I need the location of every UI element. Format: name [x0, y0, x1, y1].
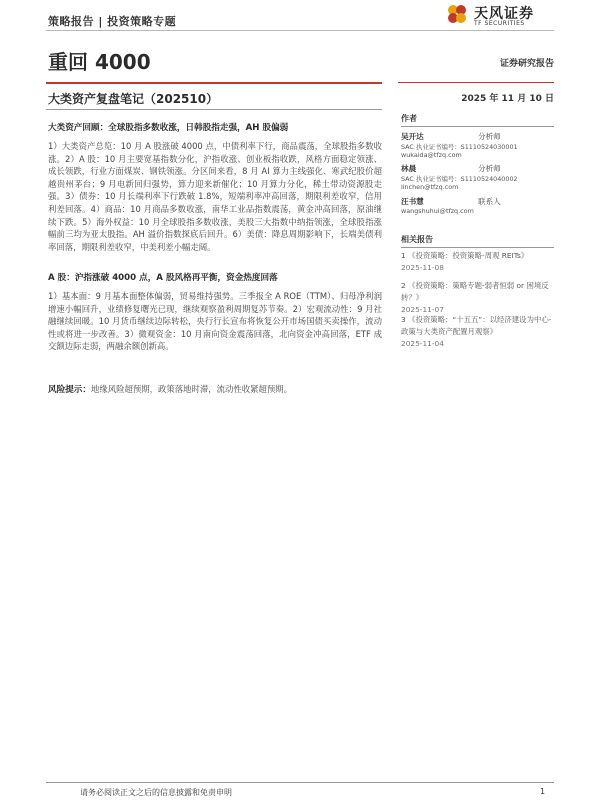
- section1-text: 1）大类资产总览：10 月 A 股涨破 4000 点，中债利率下行，商品震荡，全球股指多数收涨。2）A 股：10 月主要宽基指数分化，沪指收涨、创业板指收跌，风格方面稳定领涨、成长领跌，行业方面煤炭、钢铁领涨。分区间来看，8 月 AI 算力主线强化、寒武纪股价超越贵州茅台；9 月电新回归强势，算力迎来新催化；10 月算力分化，稀土带动资源股走强。3）债券：10 月长端利率下行跌破 1.8%，短端利率冲高回落，期限利差收窄，信用利差回落。4）商品：10 月商品多数收涨，南华工业品指数震荡，黄金冲高回落，原油继续下跌。5）海外权益：10 月全球股指多数收涨，美股三大指数中纳指领涨，全球股指涨幅前三均为亚太股指。AH 溢价指数探底后回升。6）美债：降息周期影响下，长端美债利率回落，期限利差收窄，中美利差小幅走阔。: [48, 141, 382, 252]
- author-sac: SAC 执业证书编号：S1110524040002: [401, 175, 518, 183]
- related-report-title[interactable]: 2 《投资策略：策略专题-弱者恒弱 or 困境反转？》: [401, 281, 549, 302]
- author-sac: SAC 执业证书编号：S1110524030001: [401, 143, 518, 151]
- author-name: 林晨: [401, 164, 417, 173]
- section1-heading: 大类资产回顾：全球股指多数收涨，日韩股指走强，AH 股偏弱: [48, 123, 289, 133]
- related-report-date: 2025-11-04: [401, 339, 444, 348]
- author-name: 汪书慧: [401, 197, 424, 206]
- report-subtitle: 大类资产复盘笔记（202510）: [48, 92, 219, 106]
- related-report[interactable]: [401, 280, 554, 316]
- authors-heading: 作者: [401, 114, 417, 123]
- related-heading: 相关报告: [401, 235, 433, 244]
- risk-label: 风险提示：: [48, 385, 91, 395]
- logo-mark-icon: [446, 3, 468, 25]
- sidebar-top-divider: [398, 82, 554, 83]
- related-report-title[interactable]: 1 《投资策略：投资策略-周观 REITs》: [401, 251, 529, 260]
- report-date: 2025 年 11 月 10 日: [461, 94, 554, 104]
- section2-heading: A 股：沪指涨破 4000 点，A 股风格再平衡，资金热度回落: [48, 273, 278, 283]
- author-email[interactable]: linchen@tfzq.com: [401, 183, 459, 191]
- title-divider: [46, 82, 382, 84]
- risk-warning: [48, 383, 382, 397]
- report-type: 证券研究报告: [499, 59, 554, 69]
- page-title: 重回 4000: [48, 50, 151, 74]
- author-name: 吴开达: [401, 132, 424, 141]
- related-report-title[interactable]: 3 《投资策略：“十五五”：以经济建设为中心-政策与大类资产配置月观察》: [401, 315, 552, 336]
- risk-text: 地缘风险超预期，政策落地时滞，流动性收紧超预期。: [90, 384, 292, 394]
- logo-text-cn: 天风证券: [474, 6, 534, 22]
- authors-divider: [401, 126, 554, 127]
- author-email[interactable]: wangshuhui@tfzq.com: [401, 207, 474, 215]
- footer-disclaimer: 请务必阅读正文之后的信息披露和免责申明: [80, 788, 232, 797]
- author-role: 分析师: [478, 164, 501, 173]
- author-role: 联系人: [478, 197, 501, 206]
- related-report-date: 2025-11-08: [401, 263, 444, 272]
- report-category: 策略报告 | 投资策略专题: [48, 15, 177, 28]
- footer-divider: [46, 782, 554, 783]
- logo-text-en: TF SECURITIES: [474, 20, 525, 27]
- author-email[interactable]: wukaida@tfzq.com: [401, 151, 462, 159]
- header-divider: [46, 30, 554, 31]
- page-number: 1: [540, 787, 546, 796]
- company-logo: [446, 0, 556, 30]
- related-divider: [401, 247, 554, 248]
- section2-text: 1）基本面：9 月基本面整体偏弱，贸易维持强势。三季报全 A ROE（TTM）、归母净利润增速小幅回升，业绩修复曙光已现，继续观察盈利周期复苏节奏。2）宏观流动性：9 月社融继续回暖。10 月货币继续边际转松，央行行长宣布将恢复公开市场国债买卖操作，流动性或将进一步改善。3）微观资金：10 月南向资金震荡回落，北向资金冲高回落，ETF 成交额边际走弱，两融余额创新高。: [48, 291, 382, 352]
- author-role: 分析师: [478, 132, 501, 141]
- subtitle-divider: [46, 109, 382, 110]
- related-report[interactable]: [401, 250, 554, 274]
- related-report-date: 2025-11-07: [401, 305, 444, 314]
- related-report[interactable]: [401, 314, 554, 350]
